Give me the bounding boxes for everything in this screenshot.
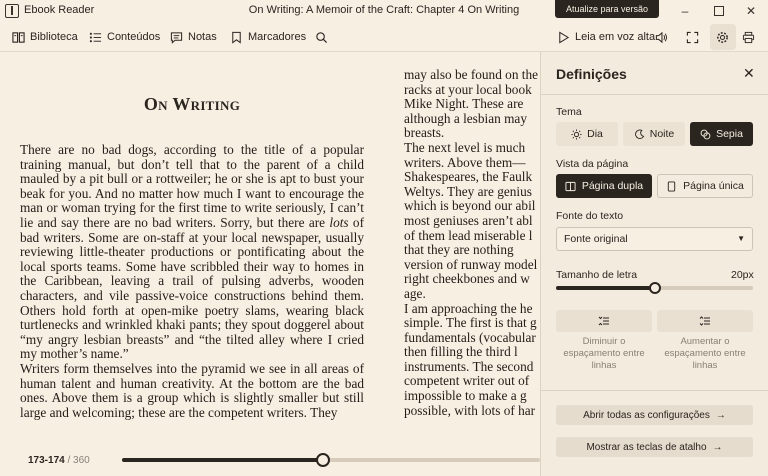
- text-line: racks at your local book: [404, 81, 532, 97]
- increase-line-spacing-icon: [699, 315, 711, 327]
- library-button[interactable]: [12, 29, 78, 45]
- theme-night-label: Noite: [649, 128, 675, 140]
- decrease-line-spacing-icon: [598, 315, 610, 327]
- volume-button[interactable]: [655, 29, 668, 45]
- double-page-label: Página dupla: [581, 180, 644, 192]
- print-icon: [742, 31, 755, 44]
- text-line: Shakespeares, the Faulk: [404, 169, 533, 185]
- gear-icon: [716, 31, 729, 44]
- contents-button[interactable]: [89, 29, 160, 45]
- minimize-icon[interactable]: –: [681, 4, 689, 18]
- list-icon: [89, 31, 102, 44]
- paragraph: Writers form themselves into the pyramid we see in all areas of human talent and human creativity. At the bottom are the bad ones. Above them is a group which is slightly smaller but still large and welcoming; these are the competent writers. They: [20, 360, 364, 420]
- search-button[interactable]: [315, 29, 328, 45]
- text-line: I am approaching the he: [404, 300, 533, 316]
- text-line: Mike Night. These are: [404, 96, 524, 112]
- font-size-fill: [556, 286, 655, 290]
- fullscreen-icon: [686, 31, 699, 44]
- text-line: The next level is much: [404, 139, 526, 155]
- sun-icon: [571, 129, 582, 140]
- text-line: of them lead miserable l: [404, 227, 533, 243]
- progress-handle[interactable]: [316, 453, 330, 467]
- open-all-settings-label: Abrir todas as configurações: [583, 409, 710, 421]
- text-line: may also be found on the: [404, 68, 539, 82]
- single-page-icon: [666, 181, 677, 192]
- text-line: impossible to make a g: [404, 388, 527, 404]
- book-title: On Writing: [143, 94, 241, 114]
- settings-title: Definições: [556, 66, 627, 82]
- text-line: breasts.: [404, 125, 445, 141]
- font-size-slider[interactable]: [556, 286, 753, 290]
- theme-day-label: Dia: [587, 128, 603, 140]
- text-line: fundamentals (vocabular: [404, 329, 536, 345]
- arrow-right-icon: →: [715, 409, 726, 421]
- divider: [541, 94, 768, 95]
- sepia-icon: [700, 129, 711, 140]
- settings-panel: [540, 52, 768, 476]
- theme-day-button[interactable]: [556, 122, 618, 146]
- bookmarks-button[interactable]: [230, 29, 306, 45]
- text-line: instruments. The second: [404, 358, 534, 374]
- play-icon: [557, 31, 570, 44]
- font-size-value: 20px: [731, 269, 754, 281]
- total-pages: 360: [73, 455, 90, 466]
- notes-label: Notas: [188, 31, 217, 43]
- bookmark-icon: [230, 31, 243, 44]
- text-line: age.: [404, 285, 426, 301]
- maximize-icon[interactable]: [710, 2, 728, 20]
- read-aloud-button[interactable]: [557, 29, 655, 45]
- font-size-handle[interactable]: [649, 282, 661, 294]
- bookmarks-label: Marcadores: [248, 31, 307, 43]
- library-icon: [12, 31, 25, 44]
- fullscreen-button[interactable]: [686, 29, 699, 45]
- text-line: possible, with lots of har: [404, 402, 536, 418]
- progress-slider[interactable]: [122, 458, 540, 462]
- toolbar: [0, 22, 768, 52]
- open-all-settings-button[interactable]: [556, 405, 753, 425]
- upgrade-pro-button[interactable]: Atualize para versão PRO: [555, 0, 659, 18]
- page-view-label: Vista da página: [556, 158, 629, 170]
- arrow-right-icon: →: [712, 441, 723, 453]
- search-icon: [315, 31, 328, 44]
- divider: [541, 390, 768, 391]
- app-name: Ebook Reader: [24, 4, 95, 16]
- double-page-icon: [565, 181, 576, 192]
- emphasis: lots: [329, 214, 349, 230]
- text-line: competent writer out of: [404, 373, 530, 389]
- font-select[interactable]: [556, 227, 753, 251]
- notes-button[interactable]: [170, 29, 217, 45]
- text-line: most geniuses aren’t abl: [404, 212, 533, 228]
- text-line: that they are nothing: [404, 242, 514, 258]
- font-select-value: Fonte original: [564, 233, 628, 245]
- theme-night-button[interactable]: [623, 122, 685, 146]
- font-size-label: Tamanho de letra: [556, 269, 638, 281]
- right-page: [404, 68, 540, 418]
- text-line: writers. Above them—: [404, 154, 526, 170]
- progress-fill: [122, 458, 323, 462]
- theme-sepia-button[interactable]: [690, 122, 753, 146]
- theme-sepia-label: Sepia: [716, 128, 743, 140]
- font-label: Fonte do texto: [556, 210, 624, 222]
- window-title: On Writing: A Memoir of the Craft: Chapter 4 On Writing: [248, 4, 520, 16]
- text-line: right cheekbones and w: [404, 271, 530, 287]
- text-line: Weltys. They are genius: [404, 183, 532, 199]
- contents-label: Conteúdos: [107, 31, 161, 43]
- chevron-down-icon: ▼: [737, 234, 745, 243]
- increase-spacing-button[interactable]: [657, 310, 753, 332]
- page-number: [28, 455, 90, 466]
- show-shortcuts-label: Mostrar as teclas de atalho: [586, 441, 707, 453]
- increase-spacing-label: Aumentar o espaçamento entre linhas: [664, 336, 746, 371]
- text-line: version of runway model: [404, 256, 538, 272]
- close-icon[interactable]: ✕: [743, 65, 755, 81]
- single-page-button[interactable]: [657, 174, 753, 198]
- text-line: simple. The first is that g: [404, 315, 537, 331]
- reading-progress: [0, 448, 540, 476]
- volume-icon: [655, 31, 668, 44]
- page-separator: /: [67, 455, 71, 466]
- show-shortcuts-button[interactable]: [556, 437, 753, 457]
- print-button[interactable]: [742, 29, 755, 45]
- paragraph: There are no bad dogs, according to the title of a popular training manual, but don’t tell that to the parent of a child mauled by a pit bull or a rottweiler; he or she is apt to bust your beak for you. And no matter how much I want to encourage the man or woman trying for the first time to write seriously, I can’t lie and say there are no bad writers. Sorry, but there are lots of bad writers. Some are on-staff at your local newspaper, usually reviewing little-theater productions or pontificating about the local sports teams. Some have scribbled their way to homes in the Caribbean, leaving a trail of pulsing adverbs, wooden characters, and vile passive-voice constructions behind them. Others hold forth at open-mike poetry slams, wearing black turtlenecks and wrinkled khaki pants; they spout doggerel about “my angry lesbian breasts” and “the tilted alley where I cried my mother’s name.”: [20, 142, 365, 362]
- moon-icon: [634, 129, 645, 140]
- title-bar: [0, 0, 768, 32]
- text-line: then filling the third l: [404, 344, 518, 360]
- decrease-spacing-label: Diminuir o espaçamento entre linhas: [563, 336, 645, 371]
- text-line: which is beyond our abil: [404, 198, 536, 214]
- notes-icon: [170, 31, 183, 44]
- close-window-icon[interactable]: ✕: [745, 4, 757, 18]
- read-aloud-label: Leia em voz alta: [575, 31, 656, 43]
- text-line: although a lesbian may: [404, 110, 527, 126]
- library-label: Biblioteca: [30, 31, 78, 43]
- current-pages: 173-174: [28, 455, 65, 466]
- left-page: [20, 143, 364, 420]
- decrease-spacing-button[interactable]: [556, 310, 652, 332]
- theme-label: Tema: [556, 106, 582, 118]
- double-page-button[interactable]: [556, 174, 652, 198]
- settings-gear[interactable]: [716, 29, 729, 45]
- single-page-label: Página única: [683, 180, 744, 192]
